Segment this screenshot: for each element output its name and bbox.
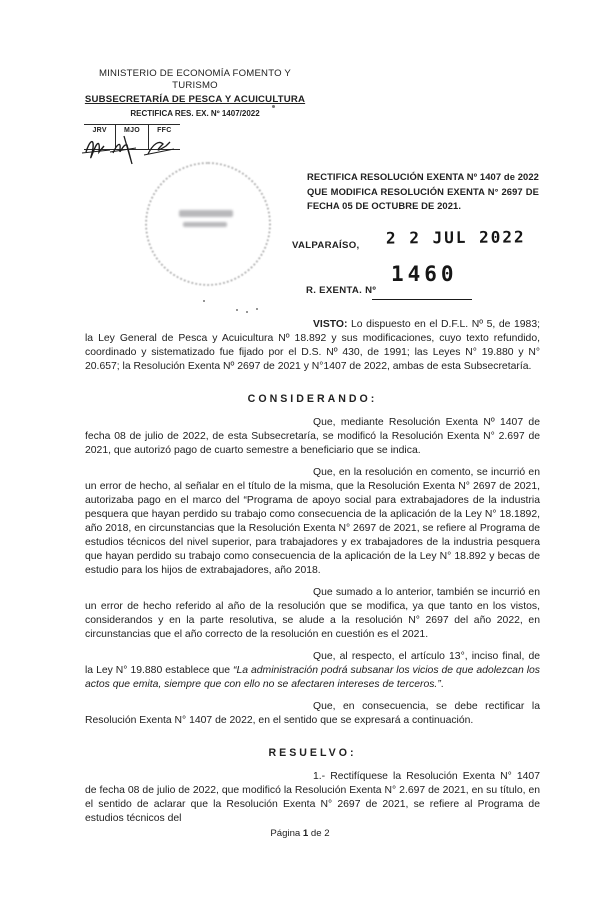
considerando-paragraph-1: Que, mediante Resolución Exenta Nº 1407 de fecha 08 de julio de 2022, de esta Subsecretaría, se modificó la Resolución Exenta N° 2.697 de 2021, que autorizó pago de cuarto semestre a beneficiario que se indica. (85, 417, 540, 456)
letterhead (84, 68, 306, 119)
ministry-name: MINISTERIO DE ECONOMÍA FOMENTO Y TURISMO (98, 68, 292, 91)
considerando-heading: CONSIDERANDO: (247, 393, 378, 405)
visa-initials: MJO (115, 125, 147, 149)
visto-label: VISTO: (313, 319, 348, 330)
stamp-smudge (179, 210, 233, 217)
visto-paragraph (85, 318, 540, 374)
document-body (85, 318, 540, 834)
place-line: VALPARAÍSO, (292, 240, 360, 251)
decree-title: RECTIFICA RESOLUCIÓN EXENTA Nº 1407 de 2022 QUE MODIFICA RESOLUCIÓN EXENTA N° 2697 DE FECHA 05 DE OCTUBRE DE 2021. (307, 171, 539, 212)
scan-speck (272, 105, 275, 108)
page-number: 1 (302, 828, 309, 839)
footer-text: Página (270, 828, 303, 839)
considerando-paragraph-4 (85, 650, 540, 692)
article-outro: . (440, 679, 444, 690)
resolution-number-stamp: 1460 (391, 262, 458, 286)
visto-text: Lo dispuesto en el D.F.L. Nº 5, de 1983; la Ley General de Pesca y Acuicultura Nº 18.892 y sus modificaciones, cuyo texto refundido, coordinado y sistematizado fue fijado por el D.S. Nº 430, de 1991; las Leyes N° 19.880 y N° 20.657; la Resolución Exenta Nº 2697 de 2021 y N°1407 de 2022, ambas de esta Subsecretaría. (85, 319, 540, 372)
considerando-paragraph-3: Que sumado a lo anterior, también se incurrió en un error de hecho referido al año de la resolución que se modifica, ya que tanto en los vistos, considerandos y en la parte resolutiva, se alude a la resolución N° 2697 del año 2022, en circunstancias que el año correcto de la resolución en cuestión es el 2021. (85, 587, 540, 640)
considerando-paragraph-5: Que, en consecuencia, se debe rectificar la Resolución Exenta N° 1407 de 2022, en el sentido que se expresará a continuación. (85, 701, 540, 726)
resolution-number-underline (372, 299, 472, 300)
scan-speck (203, 300, 205, 302)
visa-initials: FFC (148, 125, 180, 149)
resuelvo-paragraph-1: 1.- Rectifíquese la Resolución Exenta N° 1407 de fecha 08 de julio de 2022, que modificó la Resolución Exenta N° 2.697 de 2021, en su título, en el sentido de aclarar que la Resolución Exenta N° 2697 de 2021, se refiere al Programa de estudios técnicos del (85, 771, 540, 824)
scan-speck (236, 309, 238, 311)
date-stamp: 2 2 JUL 2022 (385, 227, 526, 248)
circular-stamp (145, 162, 271, 286)
reference-line: RECTIFICA RES. EX. Nº 1407/2022 (130, 108, 260, 118)
stamp-smudge (183, 222, 227, 227)
article-intro: Que, al respecto, el artículo 13°, inciso final, de la Ley N° 19.880 establece que (85, 651, 540, 676)
scan-speck (246, 311, 248, 313)
subsecretariat-name: SUBSECRETARÍA DE PESCA Y ACUICULTURA (84, 93, 306, 105)
visas-box (84, 124, 180, 150)
footer-text: de 2 (308, 828, 330, 839)
scan-speck (256, 308, 258, 310)
visa-initials: JRV (92, 127, 107, 134)
resolution-number-label: R. EXENTA. Nº (306, 285, 377, 296)
considerando-paragraph-2: Que, en la resolución en comento, se incurrió en un error de hecho, al señalar en el título de la misma, que la Resolución Exenta N° 2697 de 2021, autorizaba pago en el marco del “Programa de apoyo social para extrabajadores de la industria pesquera que hayan perdido su trabajo como consecuencia de la aplicación de la Ley N° 18.1892, año 2018, en circunstancias que la Resolución Exenta N° 2697 de 2021, se refiere al Programa de estudios técnicos del nivel superior, para trabajadores y ex trabajadores de la industria pesquera que hayan perdido su trabajo como consecuencia de la aplicación de la Ley N° 18.892 y becas de estudio para los hijos de extrabajadores, año 2018. (85, 467, 540, 576)
page-footer (0, 828, 600, 839)
law-quote: “La administración podrá subsanar los vicios de que adolezcan los actos que emita, siempre que con ello no se afectaren intereses de terceros.” (85, 665, 540, 690)
resuelvo-heading: RESUELVO: (268, 747, 357, 759)
